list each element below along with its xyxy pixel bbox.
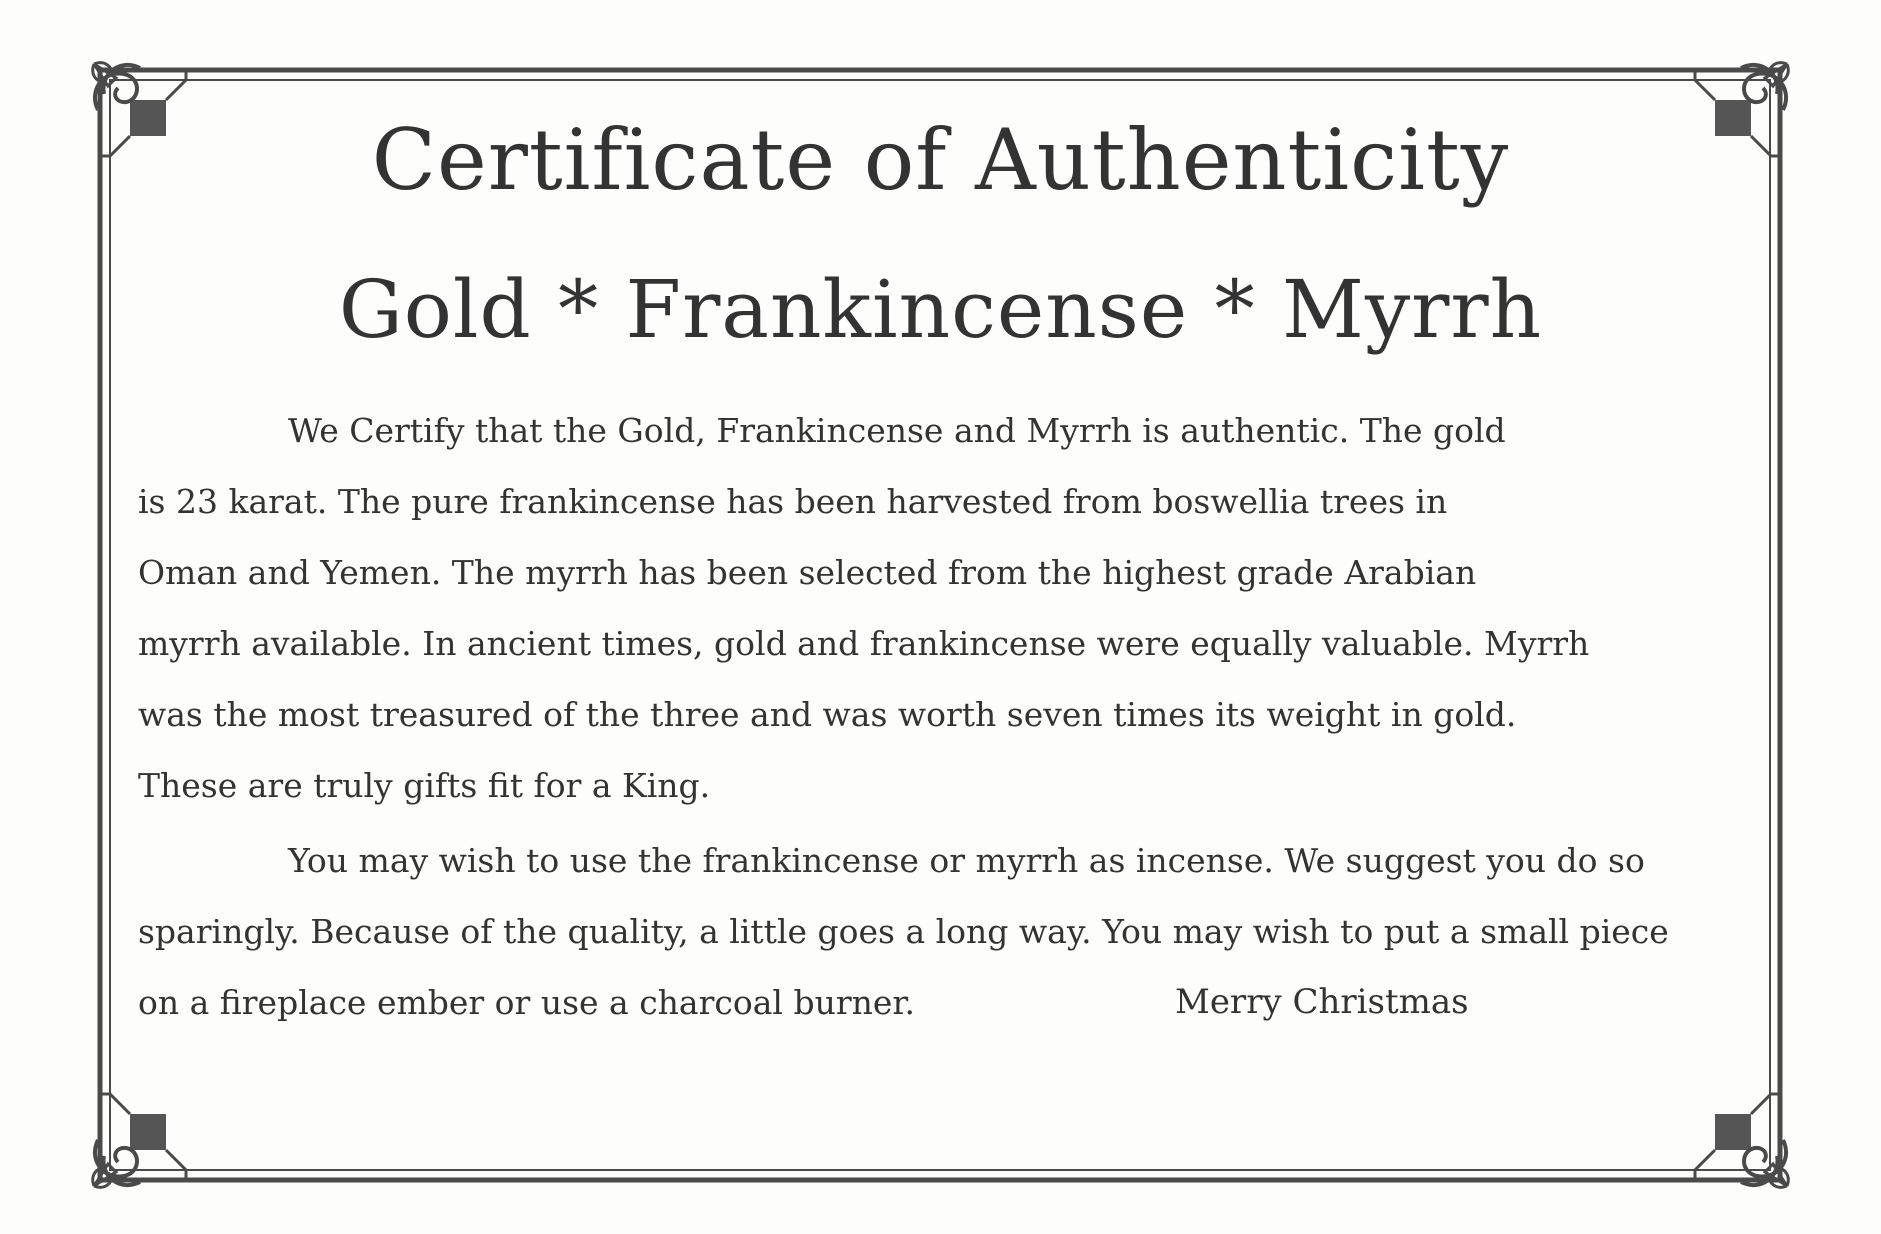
paragraph-line: You may wish to use the frankincense or myrrh as incense. We suggest you do so bbox=[288, 841, 1645, 880]
corner-ornament-bottom-right bbox=[1695, 1094, 1788, 1187]
authenticity-paragraph bbox=[138, 395, 1758, 821]
usage-paragraph bbox=[138, 825, 1758, 1038]
corner-ornament-bottom-left bbox=[93, 1094, 186, 1187]
paragraph-line: on a fireplace ember or use a charcoal burner. bbox=[138, 983, 916, 1022]
paragraph-line: We Certify that the Gold, Frankincense and Myrrh is authentic. The gold bbox=[288, 411, 1506, 450]
paragraph-line: sparingly. Because of the quality, a little goes a long way. You may wish to put a small piece bbox=[138, 912, 1669, 951]
paragraph-line: myrrh available. In ancient times, gold and frankincense were equally valuable. Myrrh bbox=[138, 624, 1590, 663]
paragraph-line: Oman and Yemen. The myrrh has been selected from the highest grade Arabian bbox=[138, 553, 1477, 592]
paragraph-line: is 23 karat. The pure frankincense has been harvested from boswellia trees in bbox=[138, 482, 1448, 521]
closing-greeting: Merry Christmas bbox=[1175, 982, 1469, 1022]
certificate-subtitle: Gold * Frankincense * Myrrh bbox=[338, 263, 1543, 356]
paragraph-line: was the most treasured of the three and was worth seven times its weight in gold. bbox=[138, 695, 1517, 734]
paragraph-line: These are truly gifts fit for a King. bbox=[138, 766, 711, 805]
certificate-title: Certificate of Authenticity bbox=[371, 111, 1510, 209]
